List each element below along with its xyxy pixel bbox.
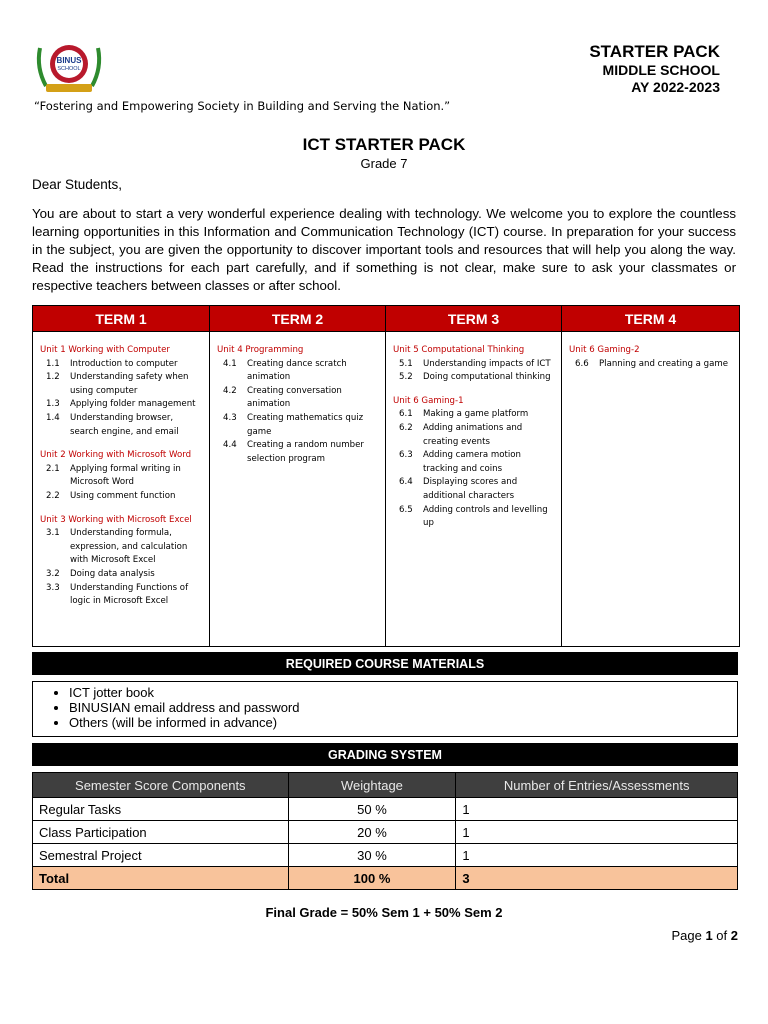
table-row <box>33 821 738 844</box>
term-heading: TERM 1 <box>33 306 209 332</box>
table-row <box>33 798 738 821</box>
list-item <box>40 582 203 609</box>
list-item <box>393 358 555 372</box>
item-text: Understanding formula, expression, and calculation with Microsoft Excel <box>70 528 188 566</box>
list-item: • ICT jotter book <box>69 685 737 700</box>
list-item <box>393 449 555 476</box>
list-item <box>40 463 203 490</box>
item-number: 4.1 <box>223 358 237 369</box>
component-cell: Class Participation <box>33 821 289 844</box>
item-text: Doing computational thinking <box>423 372 551 383</box>
term-content <box>386 332 561 531</box>
item-number: 1.4 <box>46 412 60 423</box>
table-row <box>33 844 738 867</box>
entries-cell: 1 <box>456 844 738 867</box>
entries-cell: 1 <box>456 798 738 821</box>
list-item: • Others (will be informed in advance) <box>69 715 737 730</box>
unit-block <box>40 344 203 439</box>
header-school: MIDDLE SCHOOL <box>602 62 720 78</box>
column-header: Weightage <box>288 773 456 798</box>
item-text: Displaying scores and additional characters <box>423 477 518 501</box>
term-content <box>33 332 209 609</box>
list-item <box>217 412 379 439</box>
document-title: ICT STARTER PACK <box>302 135 466 154</box>
list-item <box>217 385 379 412</box>
item-number: 6.6 <box>575 358 589 369</box>
page-current: 1 <box>705 928 713 943</box>
item-number: 2.1 <box>46 463 60 474</box>
term-content <box>210 332 385 466</box>
list-item <box>40 412 203 439</box>
item-number: 4.3 <box>223 412 237 423</box>
item-number: 3.1 <box>46 528 60 539</box>
item-text: Understanding Functions of logic in Microsoft Excel <box>70 582 189 607</box>
school-motto: “Fostering and Empowering Society in Building and Serving the Nation.” <box>34 99 451 113</box>
list-item <box>393 408 555 422</box>
unit-block <box>40 449 203 503</box>
terms-table <box>32 305 740 647</box>
item-number: 3.2 <box>46 568 60 579</box>
item-text: Adding camera motion tracking and coins <box>423 450 521 474</box>
item-text: Creating mathematics quiz game <box>247 412 364 437</box>
list-item <box>393 476 555 503</box>
item-number: 5.1 <box>399 358 413 369</box>
total-row <box>33 867 738 890</box>
unit-block <box>393 344 555 385</box>
item-number: 6.2 <box>399 422 413 433</box>
list-item <box>40 527 203 568</box>
list-item <box>40 398 203 412</box>
list-item <box>393 422 555 449</box>
item-text: Creating a random number selection program <box>247 440 364 464</box>
unit-block <box>569 344 733 371</box>
header-block <box>589 42 720 96</box>
term-column <box>562 306 739 646</box>
page-number <box>671 928 738 943</box>
total-label: Total <box>33 867 289 890</box>
list-item <box>217 358 379 385</box>
total-weight: 100 % <box>288 867 456 890</box>
list-item <box>217 439 379 466</box>
list-item <box>40 371 203 398</box>
item-number: 6.5 <box>399 504 413 515</box>
item-number: 6.1 <box>399 409 413 420</box>
item-number: 1.1 <box>46 358 60 369</box>
weight-cell: 30 % <box>288 844 456 867</box>
final-grade-formula: Final Grade = 50% Sem 1 + 50% Sem 2 <box>265 905 503 920</box>
item-text: Creating conversation animation <box>247 385 342 410</box>
item-number: 4.4 <box>223 440 237 451</box>
item-number: 3.3 <box>46 582 60 593</box>
list-item <box>393 504 555 531</box>
item-text: Using comment function <box>70 490 176 501</box>
item-text: Planning and creating a game <box>599 358 729 369</box>
intro-paragraph: You are about to start a very wonderful experience dealing with technology. We welcome you to explore the countless learning opportunities in this Information and Communication Technology (ICT) course. In preparation for your success in the subject, you are given the opportunity to discover important tools and resources that will help you along the way. Read the instructions for each part carefully, and if something is not clear, make sure to ask your classmates or respective teachers between classes or after school. <box>32 206 736 293</box>
term-heading: TERM 2 <box>210 306 385 332</box>
term-heading: TERM 4 <box>562 306 739 332</box>
unit-block <box>40 514 203 609</box>
unit-title: Unit 5 Computational Thinking <box>393 345 525 355</box>
item-number: 2.2 <box>46 490 60 501</box>
item-text: Applying folder management <box>70 399 196 410</box>
item-text: Applying formal writing in Microsoft Word <box>70 463 181 488</box>
term-column <box>210 306 386 646</box>
unit-block <box>393 395 555 531</box>
list-item <box>40 490 203 504</box>
item-text: Making a game platform <box>423 409 529 420</box>
list-item <box>569 358 733 372</box>
item-text: Understanding safety when using computer <box>70 372 189 396</box>
term-content <box>562 332 739 371</box>
unit-block <box>217 344 379 466</box>
header-year: AY 2022-2023 <box>631 79 720 95</box>
materials-heading: REQUIRED COURSE MATERIALS <box>32 652 738 675</box>
item-text: Understanding browser, search engine, and email <box>70 412 179 437</box>
item-number: 6.3 <box>399 450 413 461</box>
item-text: Creating dance scratch animation <box>247 358 347 383</box>
header-title: STARTER PACK <box>589 42 720 61</box>
column-header: Number of Entries/Assessments <box>456 773 738 798</box>
weight-cell: 50 % <box>288 798 456 821</box>
grading-table <box>32 772 738 890</box>
school-logo <box>32 38 106 96</box>
grading-heading: GRADING SYSTEM <box>32 743 738 766</box>
page-prefix: Page <box>671 928 702 943</box>
entries-cell: 1 <box>456 821 738 844</box>
list-item <box>40 358 203 372</box>
item-text: Understanding impacts of ICT <box>423 358 551 369</box>
list-item <box>393 371 555 385</box>
unit-title: Unit 6 Gaming-2 <box>569 345 640 355</box>
column-header: Semester Score Components <box>33 773 289 798</box>
unit-title: Unit 6 Gaming-1 <box>393 395 464 406</box>
item-text: Doing data analysis <box>70 568 155 579</box>
total-entries: 3 <box>456 867 738 890</box>
item-number: 1.3 <box>46 399 60 410</box>
greeting: Dear Students, <box>32 177 123 192</box>
term-heading: TERM 3 <box>386 306 561 332</box>
term-column <box>386 306 562 646</box>
item-text: Adding controls and levelling up <box>423 504 548 529</box>
unit-title: Unit 3 Working with Microsoft Excel <box>40 514 192 525</box>
table-header-row <box>33 773 738 798</box>
svg-text:SCHOOL: SCHOOL <box>57 66 81 72</box>
item-text: Adding animations and creating events <box>423 422 523 447</box>
list-item: • BINUSIAN email address and password <box>69 700 737 715</box>
page-of: of <box>716 928 728 943</box>
unit-title: Unit 2 Working with Microsoft Word <box>40 450 192 461</box>
page-total: 2 <box>730 928 738 943</box>
item-number: 6.4 <box>399 477 413 488</box>
item-number: 1.2 <box>46 372 60 383</box>
item-number: 4.2 <box>223 385 237 396</box>
grade-label: Grade 7 <box>360 156 408 171</box>
materials-list <box>33 685 737 730</box>
component-cell: Semestral Project <box>33 844 289 867</box>
svg-text:BINUS: BINUS <box>56 56 82 65</box>
component-cell: Regular Tasks <box>33 798 289 821</box>
materials-box <box>32 681 738 737</box>
item-number: 5.2 <box>399 372 413 383</box>
weight-cell: 20 % <box>288 821 456 844</box>
list-item <box>40 568 203 582</box>
term-column <box>33 306 210 646</box>
item-text: Introduction to computer <box>70 358 178 369</box>
unit-title: Unit 4 Programming <box>217 345 304 355</box>
unit-title: Unit 1 Working with Computer <box>40 345 170 355</box>
